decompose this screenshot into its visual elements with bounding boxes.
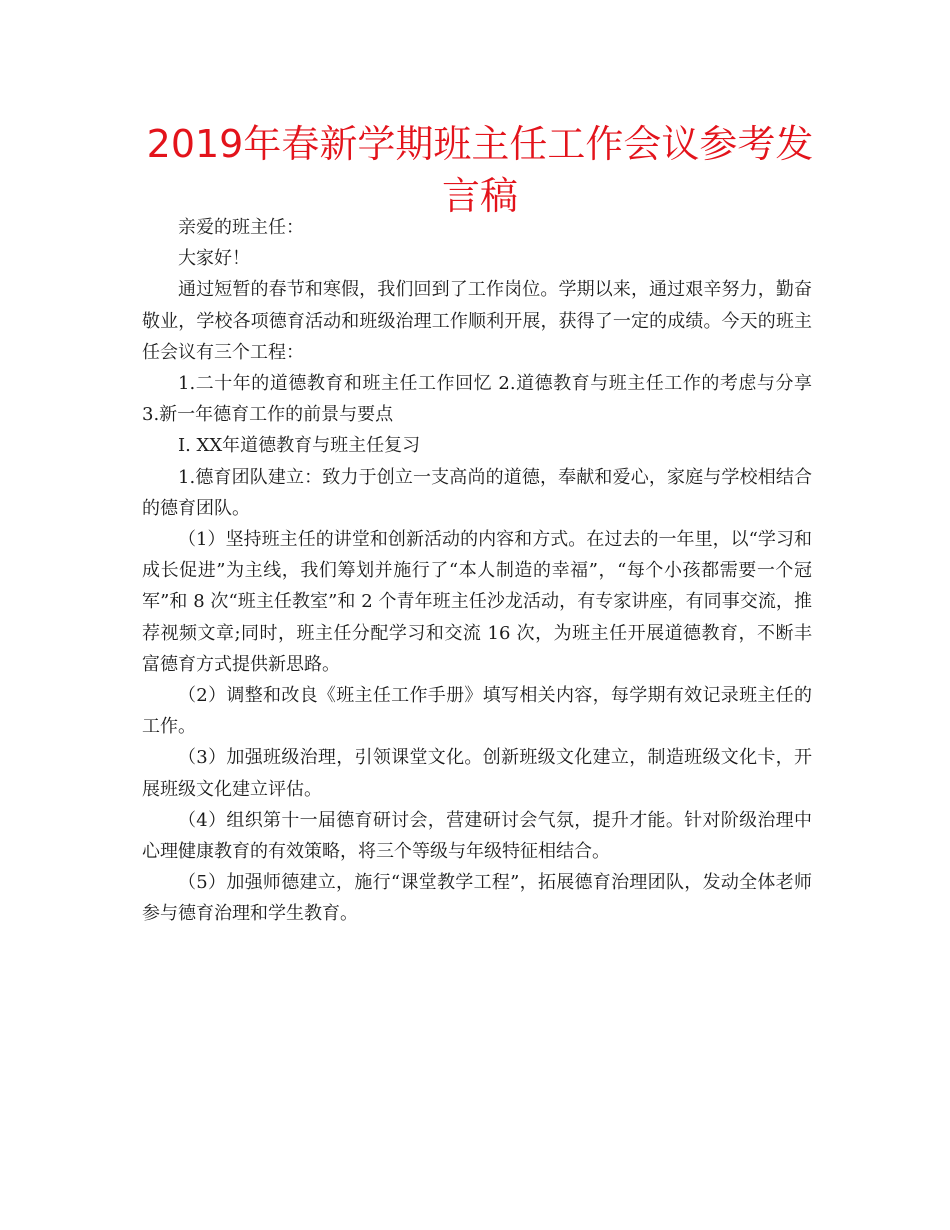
document-title: 2019年春新学期班主任工作会议参考发言稿 <box>146 122 814 218</box>
item-4-paragraph: （4）组织第十一届德育研讨会，营建研讨会气氛，提升才能。针对阶级治理中心理健康教育的有效策略，将三个等级与年级特征相结合。 <box>142 809 812 863</box>
item-3-paragraph: （3）加强班级治理，引领课堂文化。创新班级文化建立，制造班级文化卡，开展班级文化建立评估。 <box>142 747 812 800</box>
item-2-paragraph: （2）调整和改良《班主任工作手册》填写相关内容，每学期有效记录班主任的工作。 <box>142 685 812 738</box>
section-heading: I. XX年道德教育与班主任复习 <box>178 435 421 457</box>
greeting: 大家好！ <box>178 248 250 270</box>
document-body <box>142 212 812 930</box>
agenda-paragraph: 1.二十年的道德教育和班主任工作回忆 2.道德教育与班主任工作的考虑与分享 3.新一年德育工作的前景与要点 <box>142 373 812 426</box>
item-5-paragraph: （5）加强师德建立，施行“课堂教学工程”，拓展德育治理团队，发动全体老师参与德育治理和学生教育。 <box>142 872 812 925</box>
salutation: 亲爱的班主任： <box>178 217 304 238</box>
intro-paragraph: 通过短暂的春节和寒假，我们回到了工作岗位。学期以来，通过艰辛努力，勤奋敬业，学校各项德育活动和班级治理工作顺利开展，获得了一定的成绩。今天的班主任会议有三个工程： <box>142 279 812 363</box>
item-1-paragraph: （1）坚持班主任的讲堂和创新活动的内容和方式。在过去的一年里，以“学习和成长促进”为主线，我们筹划并施行了“本人制造的幸福”，“每个小孩都需要一个冠军”和 8 次“班主任教室”和 2 个青年班主任沙龙活动，有专家讲座，有同事交流，推荐视频文章;同时，班主任分配学习和交流 16 次，为班主任开展道德教育，不断丰富德育方式提供新思路。 <box>142 529 812 675</box>
team-paragraph: 1.德育团队建立：致力于创立一支高尚的道德，奉献和爱心，家庭与学校相结合的德育团队。 <box>142 466 812 519</box>
